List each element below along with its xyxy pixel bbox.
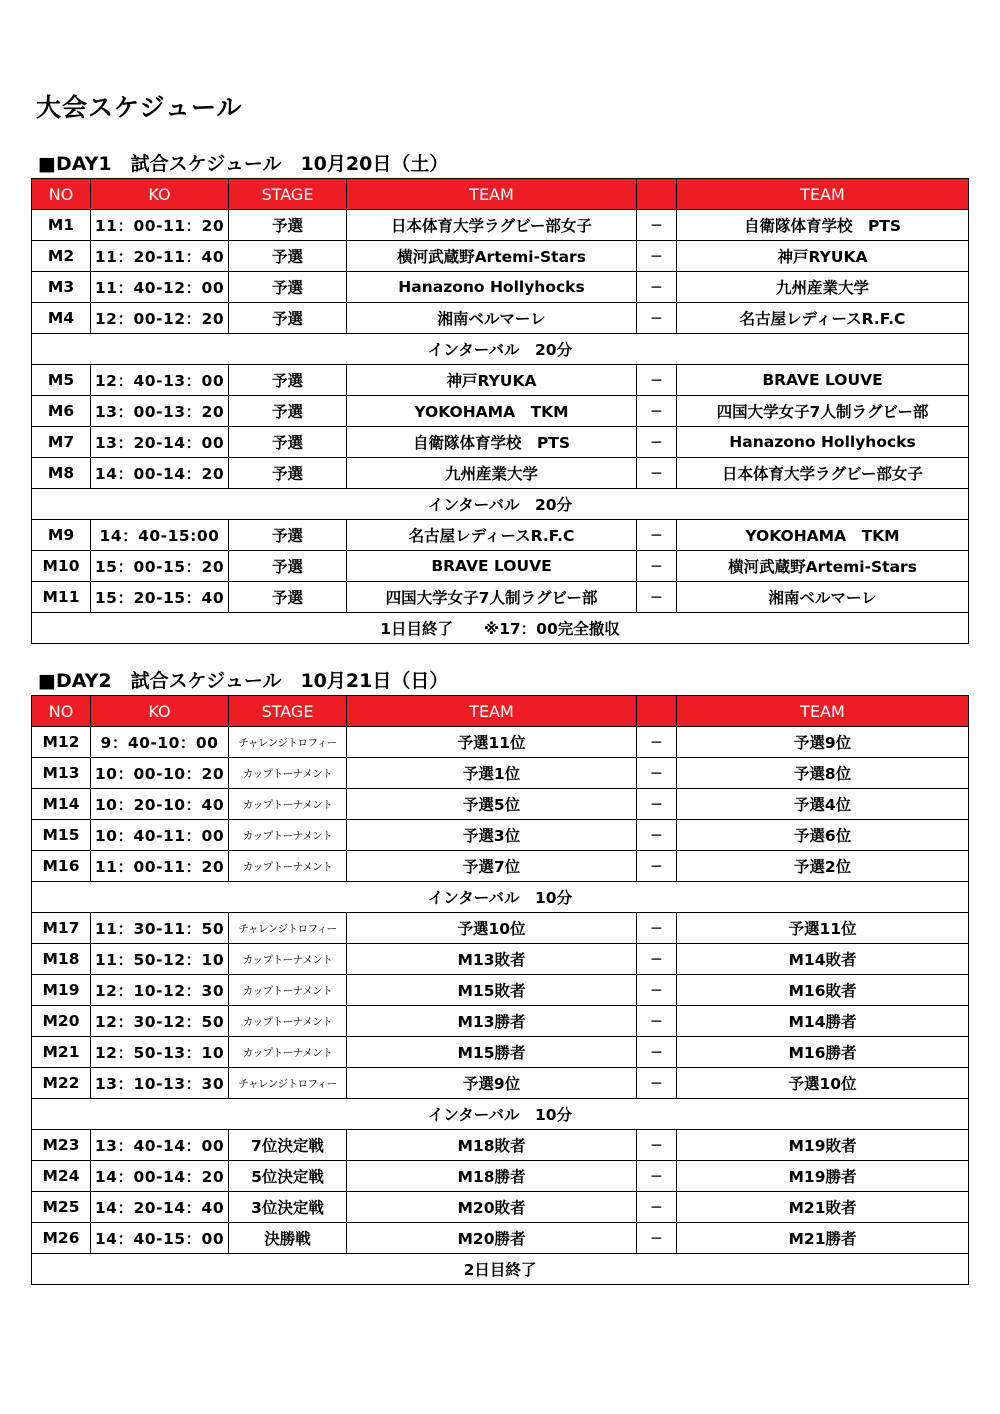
note-text: インターバル 10分 [32, 1099, 969, 1130]
versus-separator: − [637, 1006, 677, 1037]
stage-cell: チャレンジトロフィー [229, 1068, 347, 1099]
versus-separator: − [637, 851, 677, 882]
match-row [32, 758, 969, 789]
team1-cell: 横河武蔵野Artemi-Stars [347, 241, 637, 272]
match-row [32, 1192, 969, 1223]
versus-separator: − [637, 210, 677, 241]
day1-heading: ■DAY1 試合スケジュール 10月20日（土） [38, 153, 449, 175]
kickoff-time: 10：40-11：00 [91, 820, 229, 851]
note-row [32, 613, 969, 644]
stage-cell: カップトーナメント [229, 975, 347, 1006]
versus-separator: − [637, 727, 677, 758]
team1-cell: 予選5位 [347, 789, 637, 820]
team1-cell: Hanazono Hollyhocks [347, 272, 637, 303]
kickoff-time: 11：30-11：50 [91, 913, 229, 944]
kickoff-time: 14：20-14：40 [91, 1192, 229, 1223]
team2-cell: Hanazono Hollyhocks [677, 427, 969, 458]
match-row [32, 975, 969, 1006]
day2-schedule-table [31, 695, 969, 1285]
header-team2: TEAM [677, 179, 969, 210]
match-number: M8 [32, 458, 91, 489]
header-no: NO [32, 696, 91, 727]
match-row [32, 520, 969, 551]
match-row [32, 582, 969, 613]
stage-cell: 予選 [229, 272, 347, 303]
match-number: M12 [32, 727, 91, 758]
match-row [32, 851, 969, 882]
team2-cell: M16勝者 [677, 1037, 969, 1068]
match-row [32, 365, 969, 396]
note-row [32, 882, 969, 913]
team1-cell: M18敗者 [347, 1130, 637, 1161]
match-row [32, 458, 969, 489]
team1-cell: 予選9位 [347, 1068, 637, 1099]
kickoff-time: 13：10-13：30 [91, 1068, 229, 1099]
team1-cell: 名古屋レディースR.F.C [347, 520, 637, 551]
match-row [32, 1068, 969, 1099]
stage-cell: カップトーナメント [229, 944, 347, 975]
team2-cell: 予選6位 [677, 820, 969, 851]
team1-cell: 予選7位 [347, 851, 637, 882]
note-text: インターバル 10分 [32, 882, 969, 913]
match-number: M11 [32, 582, 91, 613]
match-number: M9 [32, 520, 91, 551]
team1-cell: 予選11位 [347, 727, 637, 758]
page-title: 大会スケジュール [36, 93, 243, 122]
team1-cell: M20敗者 [347, 1192, 637, 1223]
versus-separator: − [637, 1192, 677, 1223]
kickoff-time: 15：20-15：40 [91, 582, 229, 613]
match-number: M26 [32, 1223, 91, 1254]
team1-cell: 自衛隊体育学校 PTS [347, 427, 637, 458]
versus-separator: − [637, 1130, 677, 1161]
header-ko: KO [91, 179, 229, 210]
versus-separator: − [637, 944, 677, 975]
team2-cell: 予選11位 [677, 913, 969, 944]
stage-cell: 予選 [229, 551, 347, 582]
team2-cell: BRAVE LOUVE [677, 365, 969, 396]
versus-separator: − [637, 241, 677, 272]
team2-cell: 予選8位 [677, 758, 969, 789]
match-number: M24 [32, 1161, 91, 1192]
match-number: M5 [32, 365, 91, 396]
team2-cell: 名古屋レディースR.F.C [677, 303, 969, 334]
kickoff-time: 12：30-12：50 [91, 1006, 229, 1037]
header-no: NO [32, 179, 91, 210]
day1-schedule-table [31, 178, 969, 644]
versus-separator: − [637, 582, 677, 613]
kickoff-time: 12：10-12：30 [91, 975, 229, 1006]
team1-cell: 四国大学女子7人制ラグビー部 [347, 582, 637, 613]
team1-cell: 日本体育大学ラグビー部女子 [347, 210, 637, 241]
kickoff-time: 9：40-10：00 [91, 727, 229, 758]
match-row [32, 820, 969, 851]
match-row [32, 944, 969, 975]
match-row [32, 303, 969, 334]
team2-cell: 日本体育大学ラグビー部女子 [677, 458, 969, 489]
stage-cell: 予選 [229, 241, 347, 272]
kickoff-time: 15：00-15：20 [91, 551, 229, 582]
team1-cell: 予選10位 [347, 913, 637, 944]
match-number: M1 [32, 210, 91, 241]
team2-cell: YOKOHAMA TKM [677, 520, 969, 551]
stage-cell: カップトーナメント [229, 758, 347, 789]
versus-separator: − [637, 913, 677, 944]
team2-cell: 予選4位 [677, 789, 969, 820]
versus-separator: − [637, 1161, 677, 1192]
kickoff-time: 12：00-12：20 [91, 303, 229, 334]
kickoff-time: 12：40-13：00 [91, 365, 229, 396]
team1-cell: BRAVE LOUVE [347, 551, 637, 582]
team1-cell: M13勝者 [347, 1006, 637, 1037]
note-row [32, 1254, 969, 1285]
stage-cell: 7位決定戦 [229, 1130, 347, 1161]
team1-cell: M20勝者 [347, 1223, 637, 1254]
team1-cell: M18勝者 [347, 1161, 637, 1192]
stage-cell: 予選 [229, 427, 347, 458]
note-text: インターバル 20分 [32, 334, 969, 365]
team1-cell: YOKOHAMA TKM [347, 396, 637, 427]
team1-cell: 予選3位 [347, 820, 637, 851]
match-number: M2 [32, 241, 91, 272]
stage-cell: 予選 [229, 365, 347, 396]
stage-cell: 予選 [229, 396, 347, 427]
kickoff-time: 14：40-15:00 [91, 520, 229, 551]
header-stage: STAGE [229, 696, 347, 727]
match-number: M21 [32, 1037, 91, 1068]
match-row [32, 1223, 969, 1254]
versus-separator: − [637, 458, 677, 489]
team2-cell: M16敗者 [677, 975, 969, 1006]
note-text: 1日目終了 ※17：00完全撤収 [32, 613, 969, 644]
match-number: M17 [32, 913, 91, 944]
stage-cell: 予選 [229, 458, 347, 489]
team1-cell: M13敗者 [347, 944, 637, 975]
kickoff-time: 10：00-10：20 [91, 758, 229, 789]
match-number: M23 [32, 1130, 91, 1161]
header-team2: TEAM [677, 696, 969, 727]
kickoff-time: 14：40-15：00 [91, 1223, 229, 1254]
stage-cell: チャレンジトロフィー [229, 913, 347, 944]
stage-cell: 3位決定戦 [229, 1192, 347, 1223]
versus-separator: − [637, 789, 677, 820]
kickoff-time: 11：50-12：10 [91, 944, 229, 975]
versus-separator: − [637, 365, 677, 396]
team1-cell: M15敗者 [347, 975, 637, 1006]
match-row [32, 396, 969, 427]
team2-cell: 予選9位 [677, 727, 969, 758]
team1-cell: 九州産業大学 [347, 458, 637, 489]
kickoff-time: 13：40-14：00 [91, 1130, 229, 1161]
match-row [32, 1006, 969, 1037]
versus-separator: − [637, 1037, 677, 1068]
versus-separator: − [637, 272, 677, 303]
match-row [32, 1130, 969, 1161]
match-number: M3 [32, 272, 91, 303]
match-number: M15 [32, 820, 91, 851]
stage-cell: 5位決定戦 [229, 1161, 347, 1192]
team2-cell: M19勝者 [677, 1161, 969, 1192]
team1-cell: 予選1位 [347, 758, 637, 789]
team2-cell: 自衛隊体育学校 PTS [677, 210, 969, 241]
team2-cell: 九州産業大学 [677, 272, 969, 303]
header-stage: STAGE [229, 179, 347, 210]
header-ko: KO [91, 696, 229, 727]
match-number: M25 [32, 1192, 91, 1223]
kickoff-time: 13：20-14：00 [91, 427, 229, 458]
match-row [32, 727, 969, 758]
stage-cell: カップトーナメント [229, 1037, 347, 1068]
kickoff-time: 13：00-13：20 [91, 396, 229, 427]
kickoff-time: 14：00-14：20 [91, 458, 229, 489]
day2-heading: ■DAY2 試合スケジュール 10月21日（日） [38, 670, 449, 692]
match-number: M6 [32, 396, 91, 427]
match-row [32, 789, 969, 820]
versus-separator: − [637, 1068, 677, 1099]
match-number: M4 [32, 303, 91, 334]
team2-cell: 四国大学女子7人制ラグビー部 [677, 396, 969, 427]
table-header-row [32, 696, 969, 727]
versus-separator: − [637, 427, 677, 458]
match-number: M19 [32, 975, 91, 1006]
stage-cell: カップトーナメント [229, 820, 347, 851]
versus-separator: − [637, 303, 677, 334]
versus-separator: − [637, 396, 677, 427]
match-number: M16 [32, 851, 91, 882]
versus-separator: − [637, 520, 677, 551]
team2-cell: 神戸RYUKA [677, 241, 969, 272]
match-number: M22 [32, 1068, 91, 1099]
note-row [32, 334, 969, 365]
kickoff-time: 11：00-11：20 [91, 851, 229, 882]
header-separator [637, 696, 677, 727]
stage-cell: カップトーナメント [229, 851, 347, 882]
team1-cell: 神戸RYUKA [347, 365, 637, 396]
stage-cell: 予選 [229, 520, 347, 551]
match-number: M13 [32, 758, 91, 789]
table-header-row [32, 179, 969, 210]
match-row [32, 913, 969, 944]
kickoff-time: 11：40-12：00 [91, 272, 229, 303]
team1-cell: 湘南ベルマーレ [347, 303, 637, 334]
header-separator [637, 179, 677, 210]
stage-cell: 予選 [229, 210, 347, 241]
kickoff-time: 11：00-11：20 [91, 210, 229, 241]
team2-cell: M21敗者 [677, 1192, 969, 1223]
kickoff-time: 11：20-11：40 [91, 241, 229, 272]
versus-separator: − [637, 975, 677, 1006]
team2-cell: M21勝者 [677, 1223, 969, 1254]
note-text: インターバル 20分 [32, 489, 969, 520]
note-row [32, 1099, 969, 1130]
match-number: M18 [32, 944, 91, 975]
match-row [32, 1037, 969, 1068]
team2-cell: M14勝者 [677, 1006, 969, 1037]
team2-cell: M14敗者 [677, 944, 969, 975]
team2-cell: M19敗者 [677, 1130, 969, 1161]
match-row [32, 551, 969, 582]
match-number: M10 [32, 551, 91, 582]
team2-cell: 予選2位 [677, 851, 969, 882]
match-row [32, 1161, 969, 1192]
match-row [32, 427, 969, 458]
match-row [32, 272, 969, 303]
match-number: M7 [32, 427, 91, 458]
kickoff-time: 12：50-13：10 [91, 1037, 229, 1068]
stage-cell: 決勝戦 [229, 1223, 347, 1254]
stage-cell: 予選 [229, 303, 347, 334]
versus-separator: − [637, 551, 677, 582]
kickoff-time: 10：20-10：40 [91, 789, 229, 820]
note-text: 2日目終了 [32, 1254, 969, 1285]
stage-cell: カップトーナメント [229, 1006, 347, 1037]
stage-cell: 予選 [229, 582, 347, 613]
match-row [32, 210, 969, 241]
team1-cell: M15勝者 [347, 1037, 637, 1068]
match-row [32, 241, 969, 272]
stage-cell: チャレンジトロフィー [229, 727, 347, 758]
kickoff-time: 14：00-14：20 [91, 1161, 229, 1192]
team2-cell: 横河武蔵野Artemi-Stars [677, 551, 969, 582]
team2-cell: 湘南ベルマーレ [677, 582, 969, 613]
note-row [32, 489, 969, 520]
team2-cell: 予選10位 [677, 1068, 969, 1099]
versus-separator: − [637, 820, 677, 851]
stage-cell: カップトーナメント [229, 789, 347, 820]
match-number: M20 [32, 1006, 91, 1037]
header-team1: TEAM [347, 179, 637, 210]
match-number: M14 [32, 789, 91, 820]
header-team1: TEAM [347, 696, 637, 727]
versus-separator: − [637, 1223, 677, 1254]
versus-separator: − [637, 758, 677, 789]
